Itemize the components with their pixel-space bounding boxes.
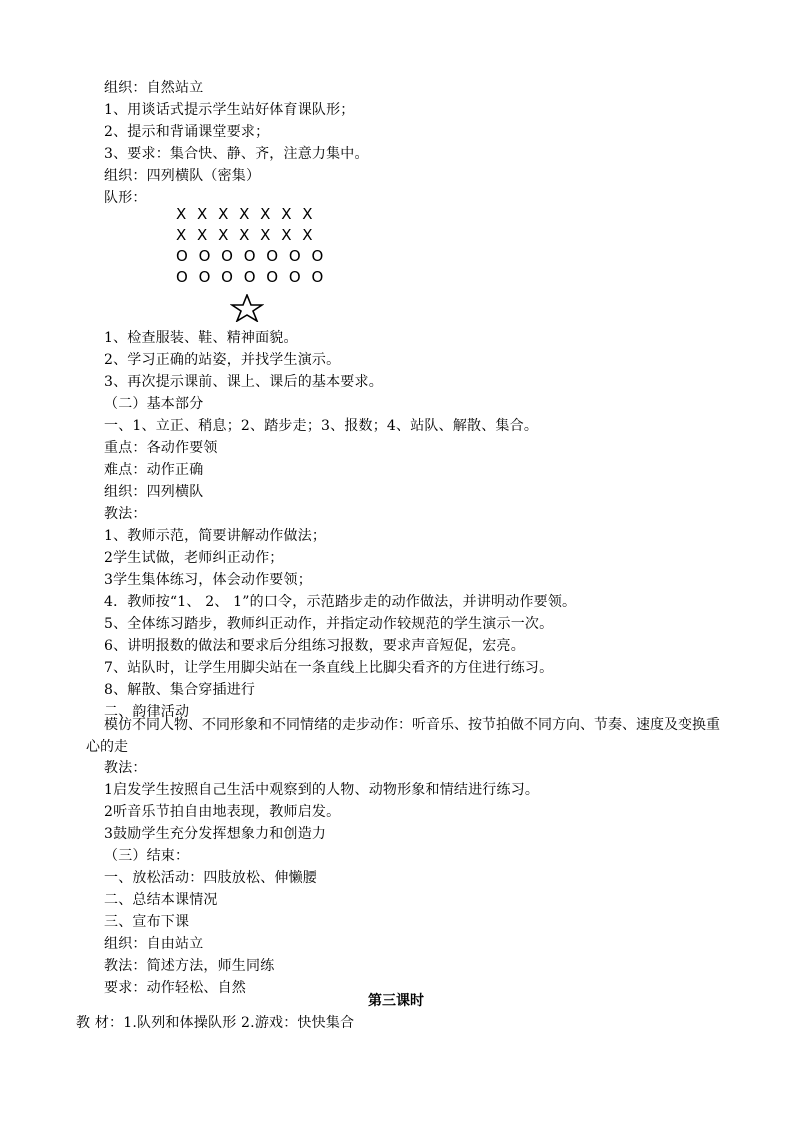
learn-posture: 2、学习正确的站姿，并找学生演示。 bbox=[104, 352, 341, 368]
rhythm-description: 模仿不同人物、不同形象和不同情绪的走步动作：听音乐、按节拍做不同方向、节奏、速度及变换重心的走 bbox=[86, 717, 720, 755]
method-6: 6、讲明报数的做法和要求后分组练习报数，要求声音短促，宏亮。 bbox=[104, 638, 525, 654]
org-natural-stand: 组织：自然站立 bbox=[104, 80, 204, 96]
step-1-talk: 1、用谈话式提示学生站好体育课队形； bbox=[104, 102, 355, 118]
material-line: 教 材：1.队列和体操队形 2.游戏：快快集合 bbox=[76, 1015, 355, 1031]
formation-row-4: O O O O O O O bbox=[176, 268, 327, 286]
star-icon bbox=[230, 294, 264, 322]
org-four-rows: 组织：四列横队（密集） bbox=[104, 168, 261, 184]
step-2-recite: 2、提示和背诵课堂要求； bbox=[104, 124, 270, 140]
formation-label: 队形： bbox=[104, 190, 147, 206]
formation-row-3: O O O O O O O bbox=[176, 247, 327, 265]
lesson-title: 第三课时 bbox=[368, 993, 424, 1009]
summary: 二、总结本课情况 bbox=[104, 892, 218, 908]
check-clothing: 1、检查服装、鞋、精神面貌。 bbox=[104, 330, 298, 346]
rhythm-method-1: 1启发学生按照自己生活中观察到的人物、动物形象和情结进行练习。 bbox=[104, 782, 540, 798]
formation-row-2: X X X X X X X bbox=[176, 226, 316, 244]
relax-activity: 一、放松活动：四肢放松、伸懒腰 bbox=[104, 870, 317, 886]
remind-requirements: 3、再次提示课前、课上、课后的基本要求。 bbox=[104, 374, 383, 390]
ending-method: 教法：简述方法，师生同练 bbox=[104, 958, 275, 974]
formation-row-1: X X X X X X X bbox=[176, 205, 316, 223]
rhythm-method-3: 3鼓励学生充分发挥想象力和创造力 bbox=[104, 826, 327, 842]
method-4: 4．教师按“1、 2、 1”的口令，示范踏步走的动作做法，并讲明动作要领。 bbox=[104, 594, 577, 610]
difficulty: 难点：动作正确 bbox=[104, 462, 204, 478]
key-point: 重点：各动作要领 bbox=[104, 440, 218, 456]
section-basic: （二）基本部分 bbox=[104, 396, 204, 412]
org-four-rows-2: 组织：四列横队 bbox=[104, 484, 204, 500]
method-1: 1、教师示范，简要讲解动作做法； bbox=[104, 528, 327, 544]
section-rhythm: 二、韵律活动 bbox=[104, 704, 190, 720]
rhythm-method-label: 教法： bbox=[104, 760, 147, 776]
dismiss-class: 三、宣布下课 bbox=[104, 914, 190, 930]
org-free-stand: 组织：自由站立 bbox=[104, 936, 204, 952]
method-2: 2学生试做，老师纠正动作； bbox=[104, 550, 284, 566]
step-3-requirements: 3、要求：集合快、静、齐，注意力集中。 bbox=[104, 146, 369, 162]
rhythm-method-2: 2听音乐节拍自由地表现，教师启发。 bbox=[104, 804, 341, 820]
basic-content: 一、1、立正、稍息；2、踏步走；3、报数；4、站队、解散、集合。 bbox=[104, 418, 539, 434]
method-3: 3学生集体练习，体会动作要领； bbox=[104, 572, 312, 588]
section-ending: （三）结束： bbox=[104, 848, 190, 864]
method-8: 8、解散、集合穿插进行 bbox=[104, 682, 256, 698]
ending-requirement: 要求：动作轻松、自然 bbox=[104, 980, 246, 996]
method-5: 5、全体练习踏步，教师纠正动作，并指定动作较规范的学生演示一次。 bbox=[104, 616, 554, 632]
method-7: 7、站队时，让学生用脚尖站在一条直线上比脚尖看齐的方住进行练习。 bbox=[104, 660, 554, 676]
teaching-method-label: 教法： bbox=[104, 506, 147, 522]
